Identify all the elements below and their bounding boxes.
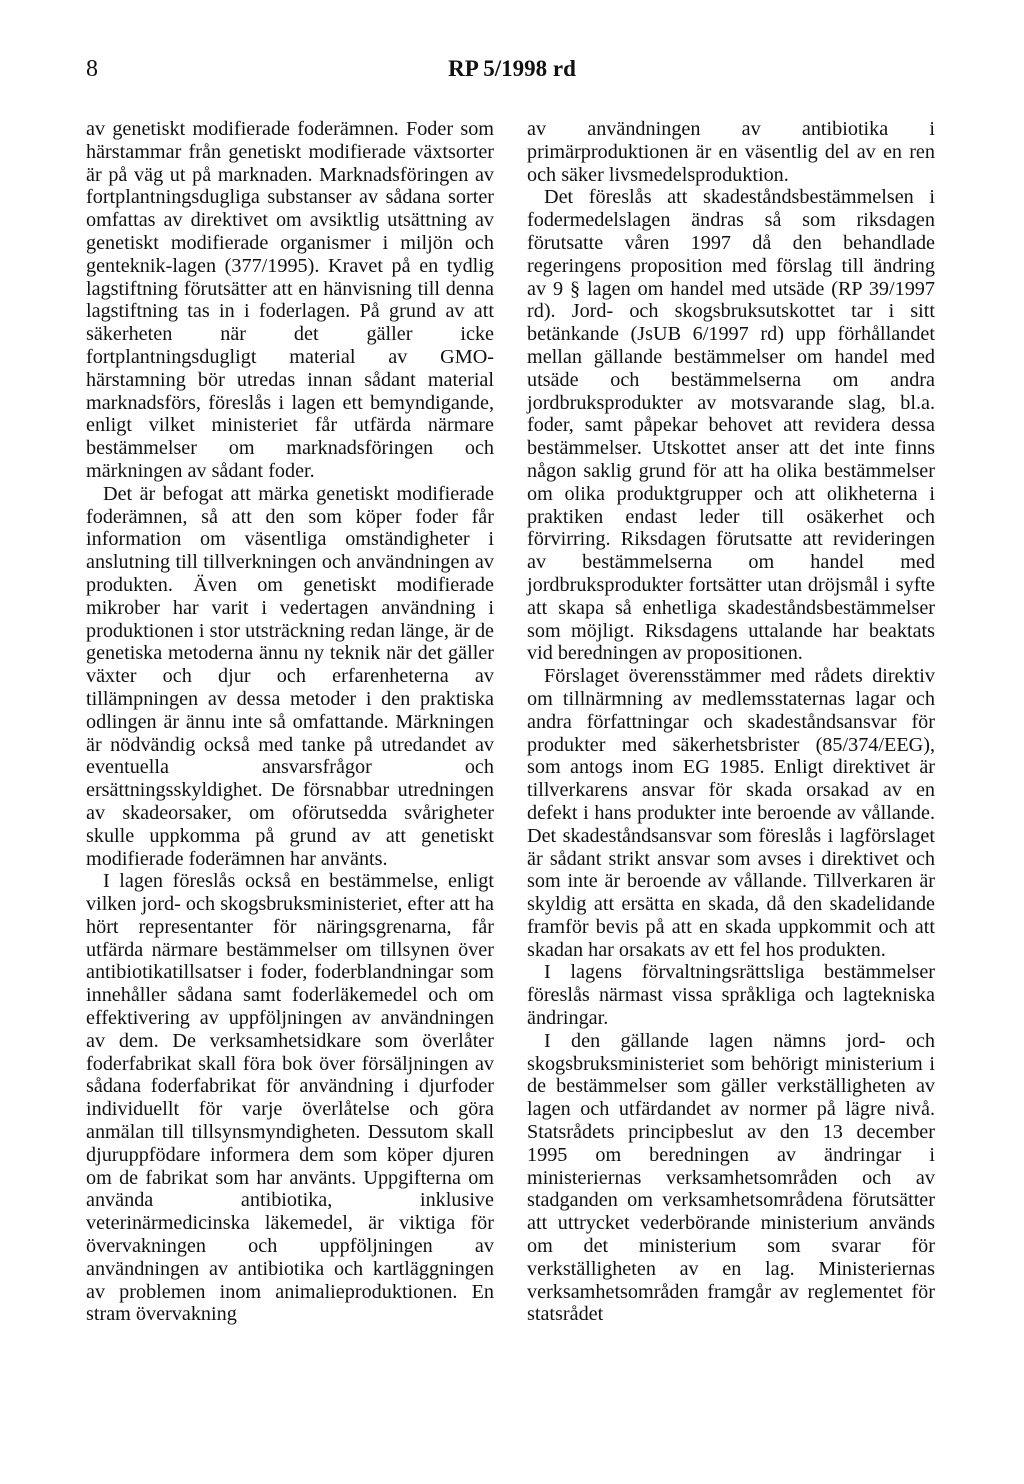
running-title: RP 5/1998 rd — [448, 56, 576, 81]
left-column — [86, 118, 494, 1326]
paragraph: Det är befogat att märka genetiskt modifierade foderämnen, så att den som köper foder får information om väsentliga omständigheter i anslutning till tillverkningen och användningen av produkten. Även om genetiskt modifierade mikrober har varit i vedertagen användning i produktionen i stor utsträckning redan länge, är de genetiska metoderna ännu ny teknik när det gäller växter och djur och erfarenheterna av tillämpningen av dessa metoder i den praktiska odlingen är ännu inte så omfattande. Märkningen är nödvändig också med tanke på utredandet av eventuella ansvarsfrågor och ersättningsskyldighet. De försnabbar utredningen av skadeorsaker, om oförutsedda svårigheter skulle uppkomma på grund av att genetiskt modifierade foderämnen har använts. — [86, 482, 494, 870]
paragraph: I lagens förvaltningsrättsliga bestämmelser föreslås närmast vissa språkliga och lagtekniska ändringar. — [527, 961, 935, 1030]
right-column — [527, 118, 935, 1326]
paragraph: I lagen föreslås också en bestämmelse, enligt vilken jord- och skogsbruksministeriet, efter att ha hört representanter för näringsgrenarna, får utfärda närmare bestämmelser om tillsynen över antibiotikatillsatser i foder, foderblandningar som innehåller sådana samt foderläkemedel och om effektivering av uppföljningen av användningen av dem. De verksamhetsidkare som överlåter foderfabrikat skall föra bok över försäljningen av sådana foderfabrikat för användning i djurfoder individuellt för varje överlåtelse och göra anmälan till tillsynsmyndigheten. Dessutom skall djuruppfödare informera dem som köper djuren om de fabrikat som har använts. Uppgifterna om använda antibiotika, inklusive veterinärmedicinska läkemedel, är viktiga för övervakningen och uppföljningen av användningen av antibiotika och kartläggningen av problemen inom animalieproduktionen. En stram övervakning — [86, 870, 494, 1326]
paragraph: I den gällande lagen nämns jord- och skogsbruksministeriet som behörigt ministerium i de bestämmelser som gäller verkställigheten av lagen och utfärdandet av normer på lägre nivå. Statsrådets principbeslut av den 13 december 1995 om beredningen av ändringar i ministeriernas verksamhetsområden och av stadganden om verksamhetsområdena förutsätter att uttrycket vederbörande ministerium används om det ministerium som svarar för verkställigheten av en lag. Ministeriernas verksamhetsområden framgår av reglementet för statsrådet — [527, 1029, 935, 1326]
paragraph: Förslaget överensstämmer med rådets direktiv om tillnärmning av medlemsstaternas lagar och andra författningar och skadeståndsansvar för produkter med säkerhetsbrister (85/374/EEG), som antogs inom EG 1985. Enligt direktivet är tillverkarens ansvar för skada orsakad av en defekt i hans produkter inte beroende av vållande. Det skadeståndsansvar som föreslås i lagförslaget är sådant strikt ansvar som avses i direktivet och som inte är beroende av vållande. Tillverkaren är skyldig att ersätta en skada, då den skadelidande framför bevis på att en skada uppkommit och att skadan har orsakats av ett fel hos produkten. — [527, 665, 935, 961]
paragraph: av genetiskt modifierade foderämnen. Foder som härstammar från genetiskt modifierade växtsorter är på väg ut på marknaden. Marknadsföringen av fortplantningsdugliga substanser av sådana sorter omfattas av direktivet om avsiktlig utsättning av genetiskt modifierade organismer i miljön och genteknik-lagen (377/1995). Kravet på en tydlig lagstiftning förutsätter att en hänvisning till denna lagstiftning tas in i foderlagen. På grund av att säkerheten när det gäller icke fortplantningsdugligt material av GMO-härstamning bör utredas innan sådant material marknadsförs, föreslås i lagen ett bemyndigande, enligt vilket ministeriet får utfärda närmare bestämmelser om marknadsföringen och märkningen av sådant foder. — [86, 118, 494, 482]
paragraph: av användningen av antibiotika i primärproduktionen är en väsentlig del av en ren och säker livsmedelsproduktion. — [527, 118, 935, 186]
page-number: 8 — [86, 56, 98, 82]
paragraph: Det föreslås att skadeståndsbestämmelsen i fodermedelslagen ändras så som riksdagen förutsatte våren 1997 då den behandlade regeringens proposition med förslag till ändring av 9 § lagen om handel med utsäde (RP 39/1997 rd). Jord- och skogsbruksutskottet tar i sitt betänkande (JsUB 6/1997 rd) upp förhållandet mellan gällande bestämmelser om handel med utsäde och bestämmelserna om andra jordbruksprodukter av motsvarande slag, bl.a. foder, samt påpekar behovet att revidera dessa bestämmelser. Utskottet anser att det inte finns någon saklig grund för att ha olika bestämmelser om olika produktgrupper och att olikheterna i praktiken endast leder till osäkerhet och förvirring. Riksdagen förutsatte att revideringen av bestämmelserna om handel med jordbruksprodukter fortsätter utan dröjsmål i syfte att skapa så enhetliga skadeståndsbestämmelser som möjligt. Riksdagens uttalande har beaktats vid beredningen av propositionen. — [527, 186, 935, 665]
